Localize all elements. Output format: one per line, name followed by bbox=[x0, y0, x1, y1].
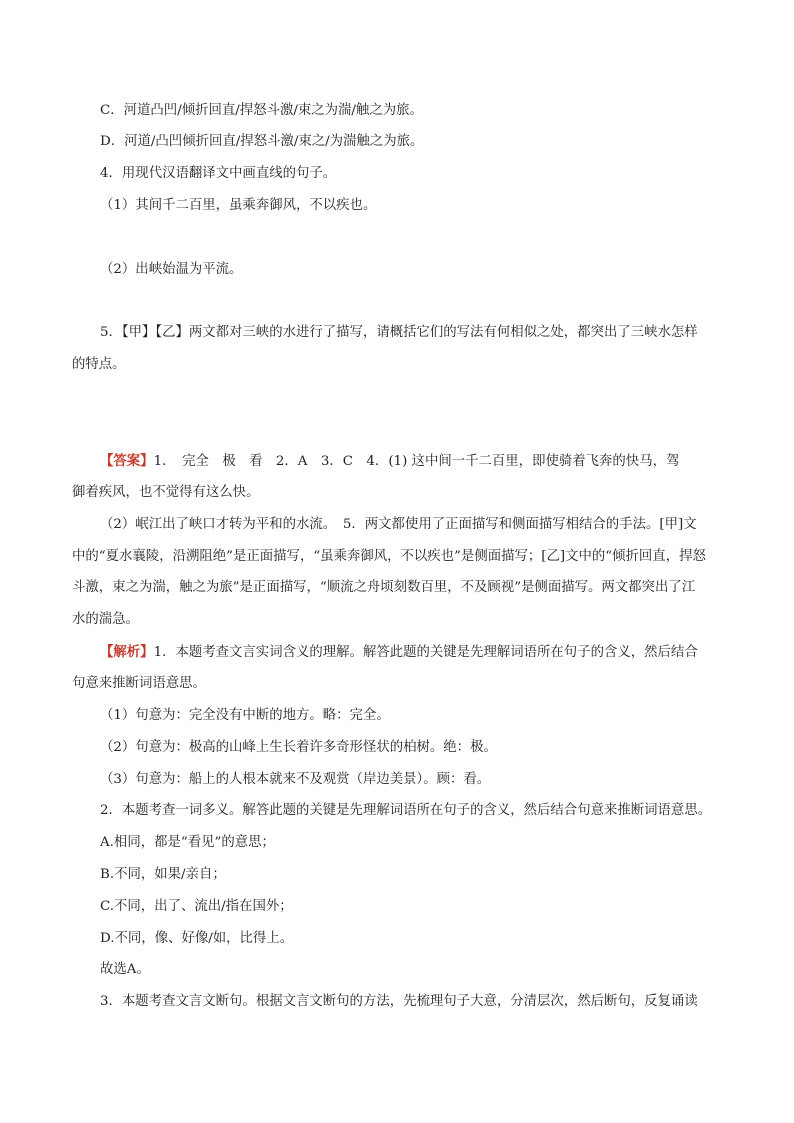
analysis-tag: 【解析】 bbox=[100, 644, 154, 660]
question-4-part-2: （2）出峡始温为平流。 bbox=[100, 262, 243, 277]
analysis-line-10: D.不同，像、好像/如，比得上。 bbox=[100, 931, 294, 946]
answer-line-4: 中的“夏水襄陵，沿溯阻绝”是正面描写，“虽乘奔御风，不以疾也”是侧面描写；[乙]文中的“倾折回直，捍怒 bbox=[72, 549, 706, 564]
answer-line-1 bbox=[100, 451, 724, 472]
analysis-line-3: （1）句意为：完全没有中断的地方。略：完全。 bbox=[100, 708, 390, 723]
question-4: 4．用现代汉语翻译文中画直线的句子。 bbox=[100, 166, 337, 181]
option-d: D．河道/凸凹倾折回直/捍怒斗激/束之/为湍触之为旅。 bbox=[100, 134, 424, 149]
analysis-line-1 bbox=[100, 642, 724, 663]
answer-line-3: （2）岷江出了峡口才转为平和的水流。 5．两文都使用了正面描写和侧面描写相结合的手法。[甲]文 bbox=[100, 517, 697, 532]
answer-line-2: 御着疾风，也不觉得有这么快。 bbox=[72, 485, 260, 500]
option-c: C．河道凸凹/倾折回直/捍怒斗激/束之为湍/触之为旅。 bbox=[100, 103, 423, 118]
answer-line-6: 水的湍急。 bbox=[72, 612, 139, 627]
analysis-line-9: C.不同，出了、流出/指在国外； bbox=[100, 899, 293, 914]
analysis-line-4: （2）句意为：极高的山峰上生长着许多奇形怪状的柏树。绝：极。 bbox=[100, 740, 497, 755]
analysis-line-6: 2．本题考查一词多义。解答此题的关键是先理解词语所在句子的含义，然后结合句意来推断词语意思。 bbox=[100, 803, 712, 818]
question-4-part-1: （1）其间千二百里，虽乘奔御风，不以疾也。 bbox=[100, 198, 377, 213]
answer-text-1: 1． 完全 极 看 2．A 3．C 4．(1) 这中间一千二百里，即使骑着飞奔的快马，驾 bbox=[153, 454, 680, 469]
analysis-line-7: A.相同，都是“看见”的意思； bbox=[100, 835, 275, 850]
analysis-line-8: B.不同，如果/亲自； bbox=[100, 867, 226, 882]
analysis-line-11: 故选A。 bbox=[100, 962, 150, 977]
analysis-line-2: 句意来推断词语意思。 bbox=[72, 676, 206, 691]
question-5-line-1: 5．【甲】【乙】两文都对三峡的水进行了描写，请概括它们的写法有何相似之处，都突出了三峡水怎样 bbox=[100, 325, 698, 340]
answer-line-5: 斗激，束之为湍，触之为旅”是正面描写，“顺流之舟顷刻数百里，不及顾视”是侧面描写。两文都突出了江 bbox=[72, 580, 696, 595]
analysis-text-1: 1．本题考查文言实词含义的理解。解答此题的关键是先理解词语所在句子的含义，然后结合 bbox=[153, 645, 698, 660]
analysis-line-5: （3）句意为：船上的人根本就来不及观赏（岸边美景）。顾：看。 bbox=[100, 772, 491, 787]
answer-tag: 【答案】 bbox=[100, 453, 154, 469]
question-5-line-2: 的特点。 bbox=[72, 357, 126, 372]
analysis-line-12: 3．本题考查文言文断句。根据文言文断句的方法，先梳理句子大意，分清层次，然后断句，反复诵读 bbox=[100, 994, 698, 1009]
